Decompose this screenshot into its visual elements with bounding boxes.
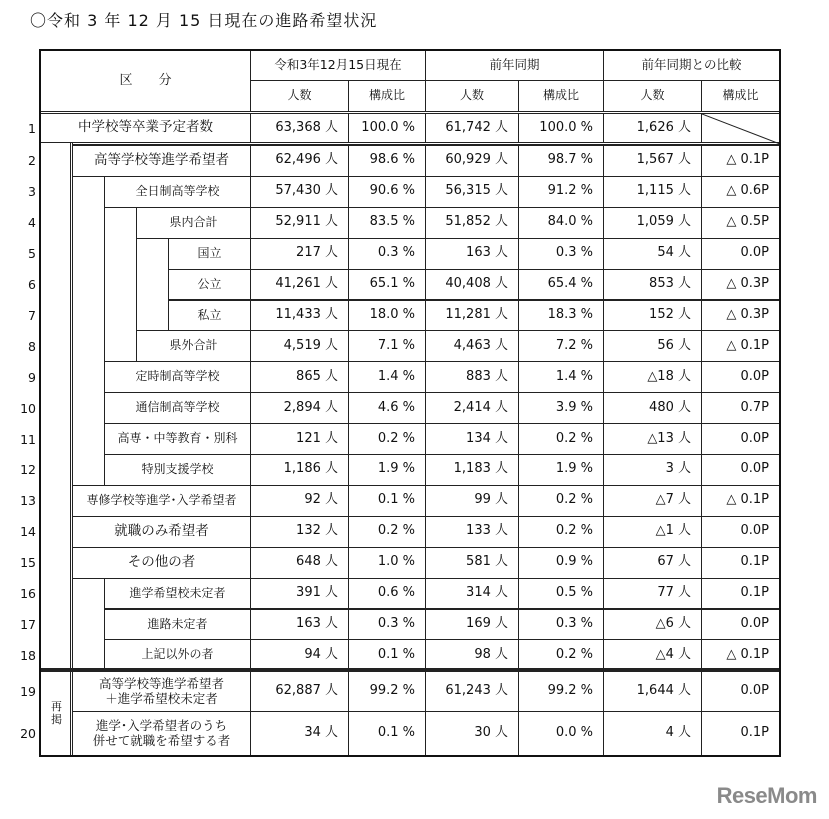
cell-cur-r: 0.2 % xyxy=(348,516,426,548)
cell-diff-n: 480 人 xyxy=(603,392,702,424)
cell-cur-r: 0.1 % xyxy=(348,711,426,756)
row-number: 8 xyxy=(28,338,36,354)
row-number: 14 xyxy=(20,524,36,540)
cell-diff-r: 0.0P xyxy=(701,238,780,270)
cell-cur-r: 0.1 % xyxy=(348,639,426,671)
cell-cur-n: 41,261 人 xyxy=(250,269,349,301)
cell-prev-n: 40,408 人 xyxy=(425,269,519,301)
cell-diff-n: 1,644 人 xyxy=(603,671,702,712)
cell-prev-r: 1.4 % xyxy=(518,361,604,393)
cell-prev-n: 133 人 xyxy=(425,516,519,548)
cell-cur-n: 11,433 人 xyxy=(250,300,349,332)
cell-cur-r: 18.0 % xyxy=(348,300,426,332)
cell-prev-n: 99 人 xyxy=(425,485,519,517)
tree-line xyxy=(136,300,137,332)
cell-prev-r: 98.7 % xyxy=(518,145,604,177)
cell-cur-n: 94 人 xyxy=(250,639,349,671)
cell-prev-r: 0.5 % xyxy=(518,578,604,610)
cell-prev-r: 3.9 % xyxy=(518,392,604,424)
cell-prev-n: 51,852 人 xyxy=(425,207,519,239)
cell-cur-n: 52,911 人 xyxy=(250,207,349,239)
header-sub: 構成比 xyxy=(518,80,604,112)
cell-prev-r: 99.2 % xyxy=(518,671,604,712)
cell-prev-n: 883 人 xyxy=(425,361,519,393)
row-label: 中学校等卒業予定者数 xyxy=(40,113,251,143)
divider xyxy=(72,142,780,145)
cell-diff-r: △ 0.3P xyxy=(701,300,780,332)
cell-diff-n: 4 人 xyxy=(603,711,702,756)
divider xyxy=(70,142,73,756)
row-label: 公立 xyxy=(168,269,251,301)
row-label: 高専・中等教育・別科 xyxy=(104,423,251,455)
cell-diff-n: 1,567 人 xyxy=(603,145,702,177)
cell-diff-n: 54 人 xyxy=(603,238,702,270)
cell-cur-r: 0.1 % xyxy=(348,485,426,517)
row-number: 18 xyxy=(20,647,36,663)
cell-diff-n: △18 人 xyxy=(603,361,702,393)
cell-cur-r: 0.3 % xyxy=(348,238,426,270)
cell-diff-r: △ 0.6P xyxy=(701,176,780,208)
cell-cur-n: 121 人 xyxy=(250,423,349,455)
row-number: 1 xyxy=(28,120,36,136)
row-label: 特別支援学校 xyxy=(104,454,251,486)
cell-cur-r: 0.3 % xyxy=(348,609,426,641)
divider xyxy=(40,111,780,114)
cell-prev-r: 0.3 % xyxy=(518,238,604,270)
header-group: 令和3年12月15日現在 xyxy=(250,50,426,81)
cell-cur-r: 4.6 % xyxy=(348,392,426,424)
row-label: 全日制高等学校 xyxy=(104,176,251,208)
cell-diff-n: 3 人 xyxy=(603,454,702,486)
row-number: 13 xyxy=(20,493,36,509)
cell-diff-r: 0.7P xyxy=(701,392,780,424)
cell-prev-r: 7.2 % xyxy=(518,330,604,362)
cell-prev-r: 0.2 % xyxy=(518,423,604,455)
cell-cur-n: 391 人 xyxy=(250,578,349,610)
diagonal-slash xyxy=(702,114,780,144)
cell-prev-r: 0.2 % xyxy=(518,516,604,548)
row-number: 16 xyxy=(20,586,36,602)
cell-prev-r: 84.0 % xyxy=(518,207,604,239)
row-label: 定時制高等学校 xyxy=(104,361,251,393)
cell-prev-n: 61,243 人 xyxy=(425,671,519,712)
cell-prev-n: 60,929 人 xyxy=(425,145,519,177)
row-number: 19 xyxy=(20,684,36,699)
row-label: 就職のみ希望者 xyxy=(72,516,251,548)
cell-diff-n: 67 人 xyxy=(603,547,702,579)
cell-prev-r: 0.2 % xyxy=(518,485,604,517)
row-number: 10 xyxy=(20,400,36,416)
cell-prev-n: 56,315 人 xyxy=(425,176,519,208)
cell-prev-n: 61,742 人 xyxy=(425,113,519,143)
row-label: 私立 xyxy=(168,300,251,332)
cell-prev-n: 581 人 xyxy=(425,547,519,579)
cell-diff-r: △ 0.5P xyxy=(701,207,780,239)
row-label: 進学希望校未定者 xyxy=(104,578,251,610)
cell-diff-n: 1,059 人 xyxy=(603,207,702,239)
tree-line xyxy=(136,269,137,301)
cell-diff-r: 0.0P xyxy=(701,671,780,712)
cell-cur-n: 648 人 xyxy=(250,547,349,579)
row-label: 県外合計 xyxy=(136,330,251,362)
cell-diff-n: 56 人 xyxy=(603,330,702,362)
cell-diff-r: △ 0.1P xyxy=(701,330,780,362)
divider xyxy=(40,668,780,671)
cell-cur-n: 57,430 人 xyxy=(250,176,349,208)
row-number: 4 xyxy=(28,215,36,231)
cell-diff-r: 0.1P xyxy=(701,711,780,756)
row-number: 6 xyxy=(28,277,36,293)
row-number: 5 xyxy=(28,246,36,262)
row-number: 9 xyxy=(28,369,36,385)
cell-diff-n: △7 人 xyxy=(603,485,702,517)
row-label: 高等学校等進学希望者 xyxy=(72,145,251,177)
cell-diff-n: 1,115 人 xyxy=(603,176,702,208)
row-label: 専修学校等進学･入学希望者 xyxy=(72,485,251,517)
tree-line xyxy=(104,300,105,332)
row-number: 17 xyxy=(20,616,36,632)
cell-prev-r: 18.3 % xyxy=(518,300,604,332)
cell-diff-n: △13 人 xyxy=(603,423,702,455)
header-sub: 人数 xyxy=(603,80,702,112)
cell-cur-r: 1.4 % xyxy=(348,361,426,393)
resemom-logo: ReseMom xyxy=(716,783,817,808)
cell-cur-r: 0.2 % xyxy=(348,423,426,455)
cell-cur-r: 1.0 % xyxy=(348,547,426,579)
cell-diff-n: △1 人 xyxy=(603,516,702,548)
cell-cur-n: 865 人 xyxy=(250,361,349,393)
cell-cur-r: 99.2 % xyxy=(348,671,426,712)
cell-cur-n: 63,368 人 xyxy=(250,113,349,143)
tree-line xyxy=(104,238,105,270)
header-sub: 構成比 xyxy=(348,80,426,112)
cell-prev-r: 0.0 % xyxy=(518,711,604,756)
reprint-label: 再 掲 xyxy=(40,671,73,756)
cell-prev-r: 1.9 % xyxy=(518,454,604,486)
row-label: 県内合計 xyxy=(136,207,251,239)
header-group: 前年同期との比較 xyxy=(603,50,780,81)
cell-diff-n: 77 人 xyxy=(603,578,702,610)
row-number: 3 xyxy=(28,184,36,200)
cell-diff-r: 0.1P xyxy=(701,578,780,610)
cell-prev-n: 314 人 xyxy=(425,578,519,610)
row-number: 12 xyxy=(20,462,36,478)
cell-prev-n: 2,414 人 xyxy=(425,392,519,424)
cell-cur-r: 83.5 % xyxy=(348,207,426,239)
cell-prev-n: 1,183 人 xyxy=(425,454,519,486)
cell-diff-r: △ 0.1P xyxy=(701,485,780,517)
cell-diff-n: △6 人 xyxy=(603,609,702,641)
cell-cur-r: 98.6 % xyxy=(348,145,426,177)
cell-diff-r: 0.0P xyxy=(701,609,780,641)
cell-prev-n: 4,463 人 xyxy=(425,330,519,362)
header-sub: 人数 xyxy=(250,80,349,112)
cell-cur-n: 2,894 人 xyxy=(250,392,349,424)
cell-prev-r: 91.2 % xyxy=(518,176,604,208)
cell-prev-n: 98 人 xyxy=(425,639,519,671)
cell-prev-n: 30 人 xyxy=(425,711,519,756)
cell-diff-n: △4 人 xyxy=(603,639,702,671)
cell-diff-r: △ 0.3P xyxy=(701,269,780,301)
cell-prev-r: 65.4 % xyxy=(518,269,604,301)
cell-prev-r: 100.0 % xyxy=(518,113,604,143)
tree-line xyxy=(136,238,137,270)
cell-cur-n: 1,186 人 xyxy=(250,454,349,486)
row-label: 上記以外の者 xyxy=(104,639,251,671)
cell-prev-r: 0.9 % xyxy=(518,547,604,579)
cell-diff-r: 0.0P xyxy=(701,423,780,455)
cell-prev-n: 11,281 人 xyxy=(425,300,519,332)
cell-cur-r: 1.9 % xyxy=(348,454,426,486)
cell-diff-n: 1,626 人 xyxy=(603,113,702,143)
cell-cur-n: 163 人 xyxy=(250,609,349,641)
row-label: 進学･入学希望者のうち 併せて就職を希望する者 xyxy=(72,711,251,756)
cell-cur-n: 132 人 xyxy=(250,516,349,548)
cell-cur-n: 4,519 人 xyxy=(250,330,349,362)
tree-line xyxy=(104,330,105,362)
row-number: 2 xyxy=(28,153,36,169)
row-label: 進路未定者 xyxy=(104,609,251,641)
cell-prev-r: 0.3 % xyxy=(518,609,604,641)
header-category: 区 分 xyxy=(40,50,251,112)
cell-diff-r: 0.0P xyxy=(701,454,780,486)
header-group: 前年同期 xyxy=(425,50,604,81)
cell-cur-r: 65.1 % xyxy=(348,269,426,301)
cell-diff-r: 0.0P xyxy=(701,516,780,548)
cell-prev-n: 169 人 xyxy=(425,609,519,641)
cell-cur-r: 7.1 % xyxy=(348,330,426,362)
cell-diff-r: 0.0P xyxy=(701,361,780,393)
cell-diff-r xyxy=(701,113,780,143)
row-number: 15 xyxy=(20,555,36,571)
cell-cur-r: 90.6 % xyxy=(348,176,426,208)
row-number: 20 xyxy=(20,726,36,741)
row-label: 国立 xyxy=(168,238,251,270)
row-number: 7 xyxy=(28,307,36,323)
cell-diff-r: △ 0.1P xyxy=(701,639,780,671)
row-label: その他の者 xyxy=(72,547,251,579)
row-number: 11 xyxy=(20,431,36,447)
cell-cur-r: 100.0 % xyxy=(348,113,426,143)
cell-prev-n: 163 人 xyxy=(425,238,519,270)
row-label: 高等学校等進学希望者 ＋進学希望校未定者 xyxy=(72,671,251,712)
tree-line xyxy=(104,207,105,239)
cell-diff-r: △ 0.1P xyxy=(701,145,780,177)
header-sub: 人数 xyxy=(425,80,519,112)
cell-cur-r: 0.6 % xyxy=(348,578,426,610)
cell-diff-n: 152 人 xyxy=(603,300,702,332)
cell-cur-n: 62,887 人 xyxy=(250,671,349,712)
cell-cur-n: 62,496 人 xyxy=(250,145,349,177)
header-sub: 構成比 xyxy=(701,80,780,112)
cell-cur-n: 217 人 xyxy=(250,238,349,270)
cell-prev-r: 0.2 % xyxy=(518,639,604,671)
cell-diff-n: 853 人 xyxy=(603,269,702,301)
cell-prev-n: 134 人 xyxy=(425,423,519,455)
tree-line xyxy=(104,269,105,301)
row-label: 通信制高等学校 xyxy=(104,392,251,424)
cell-diff-r: 0.1P xyxy=(701,547,780,579)
cell-cur-n: 34 人 xyxy=(250,711,349,756)
cell-cur-n: 92 人 xyxy=(250,485,349,517)
page-title: 〇令和 3 年 12 月 15 日現在の進路希望状況 xyxy=(30,11,378,30)
